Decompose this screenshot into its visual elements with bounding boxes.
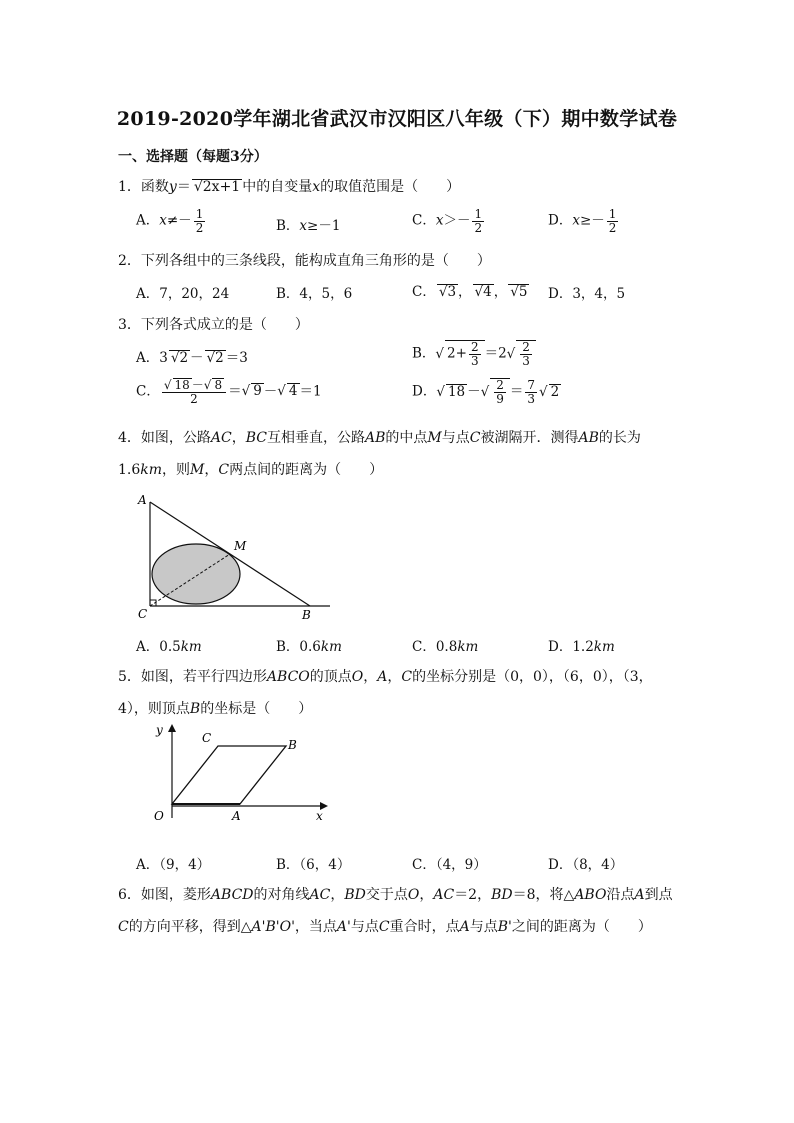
label-a: A [138,493,147,507]
lake-ellipse [152,544,240,604]
question-2-option-b[interactable]: B．4，5，6 [276,286,353,302]
label-b: B [302,608,311,622]
page-title: 2019-2020学年湖北省武汉市汉阳区八年级（下）期中数学试卷 [116,108,678,130]
label-c: C [202,731,212,745]
label-y: y [156,723,163,737]
question-4-stem-line-1: 4．如图，公路AC，BC互相垂直，公路AB的中点M与点C被湖隔开．测得AB的长为 [118,430,641,446]
question-5-option-a[interactable]: A．（9，4） [136,857,211,873]
question-5-stem-line-1: 5．如图，若平行四边形ABCO的顶点O，A，C的坐标分别是（0，0），（6，0），（3， [118,669,653,685]
question-4-option-a[interactable]: A．0.5km [136,639,202,655]
question-1-option-b[interactable]: B．x≥－1 [276,218,341,234]
question-4-option-c[interactable]: C．0.8km [412,639,479,655]
question-1-option-c[interactable]: C．x＞－ $\frac{1}{2}$ [412,207,483,235]
question-4-option-b[interactable]: B．0.6km [276,639,342,655]
question-3-option-c[interactable]: C． √ $\frac{18 -√ 8}{2}$ ＝√ 9 －√ 4 ＝1 [136,378,322,406]
question-5-option-b[interactable]: B．（6，4） [276,857,351,873]
question-3-option-a[interactable]: A．3√ 2 －√ 2 ＝3 [136,346,248,366]
question-3-option-b[interactable]: B．√ 2+ $\frac{2}{3}$ ＝2√ $\frac{2}{3}$ [412,340,536,367]
label-a: A [232,809,241,823]
question-5-option-d[interactable]: D．（8，4） [548,857,624,873]
label-o: O [154,809,164,823]
question-1-stem: 1．函数y＝√ 2x+1 中的自变量x的取值范围是（ ） [118,176,460,196]
question-1-option-a[interactable]: A．x≠－ $\frac{1}{2}$ [136,207,204,235]
question-2-stem: 2．下列各组中的三条线段，能构成直角三角形的是（ ） [118,253,491,269]
label-c: C [138,607,148,621]
question-6-stem-line-2: C的方向平移，得到△A'B'O'，当点A'与点C重合时，点A与点B'之间的距离为（ ） [118,919,652,935]
y-axis-arrow [168,724,176,732]
question-2-option-c[interactable]: C．√ 3 ，√ 4 ，√ 5 [412,280,529,300]
question-5-option-c[interactable]: C．（4，9） [412,857,487,873]
question-4-stem-line-2: 1.6km，则M，C两点间的距离为（ ） [118,462,384,478]
question-4-figure [130,488,340,626]
label-b: B [288,738,297,752]
question-3-stem: 3．下列各式成立的是（ ） [118,317,309,333]
question-1-option-d[interactable]: D．x≥－ $\frac{1}{2}$ [548,207,617,235]
label-x: x [316,809,323,823]
question-4-option-d[interactable]: D．1.2km [548,639,615,655]
parallelogram-abco [172,746,286,804]
question-3-option-d[interactable]: D．√ 18 －√ $\frac{2}{9}$ ＝ $\frac{7}{3}$ √ 2 [412,378,561,405]
question-2-option-d[interactable]: D．3，4，5 [548,286,626,302]
question-2-option-a[interactable]: A．7，20，24 [136,286,230,302]
question-5-stem-line-2: 4），则顶点B的坐标是（ ） [118,701,313,717]
label-m: M [234,539,247,553]
question-6-stem-line-1: 6．如图，菱形ABCD的对角线AC，BD交于点O，AC＝2，BD＝8，将△ABO沿点A到点 [118,887,673,903]
section-heading: 一、选择题（每题3分） [118,149,268,165]
question-5-figure [136,718,336,828]
